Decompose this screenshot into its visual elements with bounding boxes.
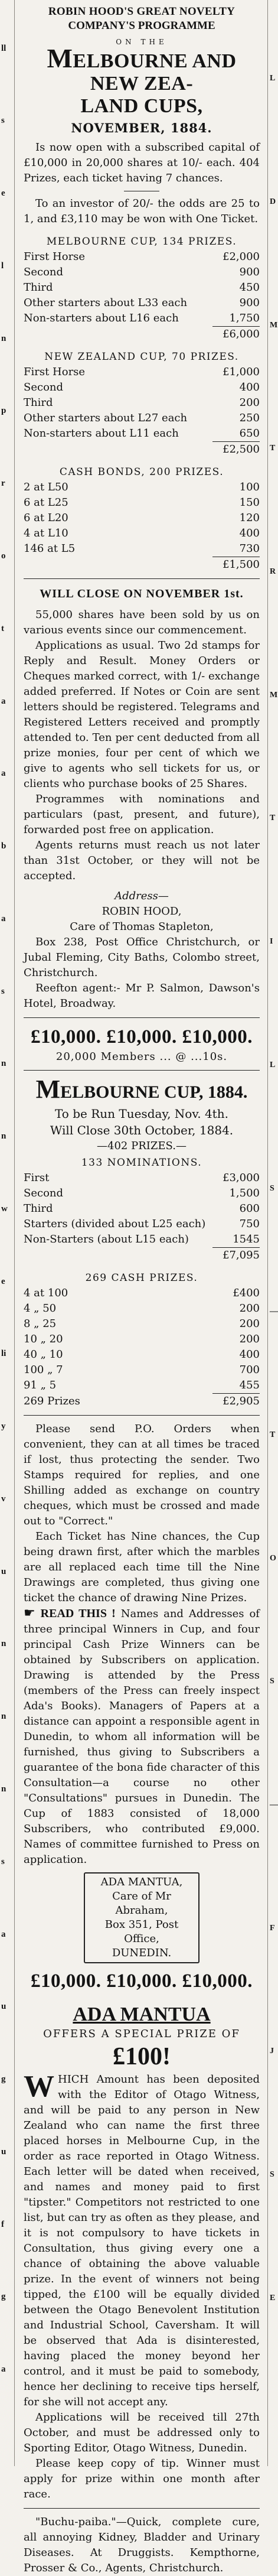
prize-row — [24, 1286, 260, 1301]
box-line: ADA MANTUA, — [100, 1876, 183, 1888]
box-line: Care of Mr Abraham, — [112, 1890, 171, 1917]
cups-title — [24, 43, 260, 118]
body-paragraph: Agents returns must reach us not later than 31st October, or they will not be accepted. — [24, 839, 260, 882]
prize-label: 10 „ 20 — [24, 1333, 63, 1345]
column-fragment-text: L — [270, 74, 276, 83]
address-details: Box 238, Post Office Christchurch, or Jubal Fleming, City Baths, Colombo street, Christchurch. — [24, 936, 260, 979]
prize-label: 8 „ 25 — [24, 1318, 57, 1330]
column-fragment-text: ll — [1, 44, 6, 53]
prize-value: 400 — [239, 381, 260, 393]
column-fragment-text: a — [1, 914, 6, 923]
run-date: To be Run Tuesday, Nov. 4th. — [55, 1107, 228, 1121]
melbourne-cup-initial: M — [35, 1075, 61, 1104]
column-fragment-text: g — [1, 2074, 6, 2084]
prize-label: First Horse — [24, 366, 86, 378]
prize-value: 100 — [239, 481, 260, 493]
address-box — [84, 1872, 199, 1963]
prize-value: 150 — [239, 496, 260, 509]
title-initial: M — [47, 43, 73, 73]
column-fragment-text: r — [1, 479, 5, 488]
prize-label: Other starters about L33 each — [24, 297, 188, 309]
prize-value: 600 — [239, 1202, 260, 1215]
cash-prizes-heading: 269 CASH PRIZES. — [85, 1272, 198, 1284]
prize-row — [24, 1217, 260, 1232]
header-line-2: COMPANY'S PROGRAMME — [68, 19, 215, 32]
cash-prize-table — [24, 1286, 260, 1393]
column-fragment-text: R — [270, 567, 276, 576]
column-fragment-text: w — [1, 1204, 8, 1214]
right-column-fragment — [267, 0, 277, 2466]
column-fragment-text: J — [270, 2047, 274, 2055]
column-fragment-text: l — [1, 261, 4, 271]
address-label-text: Address— — [115, 890, 169, 902]
prize-description-text: HICH Amount has been deposited with the Editor of Otago Witness, and will be paid to any person in New Zealand who can name the first three placed horses in Melbourne Cup, in the order as race reported in Otago Witness. Each letter will be dated when received, and names and money paid to first "tipster." Competitors not restricted to one list, but can try as often as they please, and it is not compulsory to have tickets in Consultation, thus giving every one a chance of obtaining the above valuable prize. In the event of winners not being tipped, the £100 will be equally divided between the Otago Benevolent Institution and Industrial School, Caversham. It will be observed that Ada is disinterested, having placed the money beyond her control, and it must be paid to somebody, hence her declining to receive tips herself, for she will not accept any. — [24, 2073, 260, 2408]
ten-thousand-banner: £10,000. £10,000. £10,000. — [31, 1970, 253, 1992]
nz-prizes-heading: NEW ZEALAND CUP, 70 PRIZES. — [44, 351, 239, 363]
column-fragment-text: M — [270, 691, 278, 700]
box-line: DUNEDIN. — [112, 1947, 172, 1959]
title-line-2: LAND CUPS, — [80, 95, 203, 117]
prize-row — [24, 265, 260, 280]
column-fragment-text: s — [1, 987, 5, 996]
prize-label: 6 at L25 — [24, 496, 68, 509]
prize-row — [24, 426, 260, 441]
prize-value: £3,000 — [223, 1172, 260, 1184]
prize-value: 1545 — [233, 1233, 260, 1245]
nz-prize-table — [24, 365, 260, 441]
nominations-heading: 133 NOMINATIONS. — [81, 1157, 202, 1169]
prize-row — [24, 1332, 260, 1347]
prize-row — [24, 1378, 260, 1393]
body-paragraph: 55,000 shares have been sold by us on various events since our commencement. — [24, 609, 260, 636]
column-fragment-text: T — [270, 1430, 276, 1439]
nz-total — [24, 442, 260, 457]
nomination-total-value: £7,095 — [223, 1249, 260, 1261]
prize-value: 200 — [239, 396, 260, 409]
prize-value: £1,000 — [223, 366, 260, 378]
prize-row — [24, 411, 260, 426]
column-fragment-text: S — [270, 1677, 274, 1686]
intro-paragraph: Is now open with a subscribed capital of £10,000 in 20,000 shares at 10/- each. 404 Prizes, each ticket having 7 chances. — [24, 141, 260, 184]
body-paragraph: Please send P.O. Orders when convenient, they can at all times be traced if lost, thus protecting the sender. Two Stamps required for replies, and one Shilling added as exchange on country cheques, which must be crossed and made out to "Correct." — [24, 1423, 260, 1527]
prize-label: 4 at 100 — [24, 1287, 68, 1299]
prize-label: 40 „ 10 — [24, 1348, 63, 1361]
prize-value: 650 — [239, 427, 260, 440]
prize-label: Non-Starters (about L15 each) — [24, 1233, 189, 1245]
nz-total-value: £2,500 — [223, 443, 260, 456]
close-date: Will Close 30th October, 1884. — [50, 1123, 234, 1137]
divider — [24, 1017, 260, 1018]
investor-paragraph: To an investor of 20/- the odds are 25 to 1, and £3,110 may be won with One Ticket. — [24, 197, 260, 225]
prize-label: 91 „ 5 — [24, 1379, 57, 1391]
prize-value: 1,500 — [229, 1187, 260, 1199]
prize-label: Second — [24, 381, 64, 393]
column-fragment-text: n — [1, 1639, 6, 1648]
divider — [24, 578, 260, 579]
prize-row — [24, 1347, 260, 1362]
cash-prize-total — [24, 1394, 260, 1409]
prize-label: Other starters about L27 each — [24, 412, 188, 424]
prize-value: 400 — [239, 1348, 260, 1361]
prize-row — [24, 1232, 260, 1247]
melbourne-cup-title-rest: ELBOURNE CUP, 1884. — [60, 1082, 248, 1102]
prize-value: 120 — [239, 512, 260, 524]
prize-value: £2,000 — [223, 251, 260, 263]
cash-prize-total-value: £2,905 — [223, 1395, 260, 1407]
nomination-total — [24, 1248, 260, 1263]
prize-row — [24, 280, 260, 295]
prizes-count: —402 PRIZES.— — [97, 1140, 187, 1152]
prize-row — [24, 480, 260, 495]
please-paragraph: Please keep copy of tip. Winner must apply for prize within one month after race. — [24, 2457, 260, 2500]
column-fragment-text: n — [1, 1712, 6, 1721]
prize-value: 900 — [239, 266, 260, 278]
column-fragment-text: n — [1, 334, 6, 343]
column-fragment-text: s — [1, 1857, 5, 1866]
column-fragment-text: I — [270, 937, 273, 946]
prize-row — [24, 510, 260, 526]
read-this-paragraph — [24, 1606, 260, 1868]
column-fragment-text: n — [1, 1059, 6, 1068]
prize-row — [24, 495, 260, 510]
prize-row — [24, 1186, 260, 1201]
prize-label: 4 at L10 — [24, 527, 68, 539]
melbourne-total-value: £6,000 — [223, 328, 260, 340]
melbourne-cup-title — [24, 1076, 260, 1105]
pointing-hand-icon: ☛ — [24, 1606, 35, 1621]
column-fragment-text: u — [1, 2002, 6, 2011]
header-line-1: ROBIN HOOD'S GREAT NOVELTY — [48, 5, 236, 18]
cash-bonds-total — [24, 557, 260, 573]
column-fragment-text: L — [270, 1061, 276, 1069]
column-fragment-text: F — [270, 1924, 275, 1933]
prize-label: 6 at L20 — [24, 512, 68, 524]
drop-cap: W — [24, 2070, 54, 2103]
column-fragment-text: T — [270, 814, 276, 822]
prize-value: 400 — [239, 527, 260, 539]
column-fragment-text: D — [270, 197, 276, 206]
prize-label: Second — [24, 1187, 64, 1199]
prize-row — [24, 295, 260, 311]
prize-label: First Horse — [24, 251, 86, 263]
column-fragment-text: b — [1, 841, 6, 851]
column-fragment-text: n — [1, 1131, 6, 1141]
members-line: 20,000 Members ... @ ...10s. — [55, 1050, 228, 1063]
column-fragment-text: v — [1, 1494, 6, 1504]
column-fragment-text: M — [270, 321, 278, 330]
prize-row — [24, 365, 260, 380]
prize-value: 200 — [239, 1302, 260, 1315]
read-this-text: Names and Addresses of three principal Winners in Cup, and four principal Cash Prize Winners can be obtained by Subscribers on application. Drawing is attended by the Press (members of the Press can freely inspect Ada's Books). Managers of Papers at a distance can appoint a responsible agent in Dunedin, to whom all information will be furnished, thus giving to Subscribers a guarantee of the bona fide character of this Consultation—a course no other "Consultations" pursues in Dunedin. The Cup of 1883 consisted of 18,000 Subscribers, who contributed £9,000. Names of committee furnished to Press on application. — [24, 1608, 260, 1866]
divider — [24, 1070, 260, 1071]
address-care: Care of Thomas Stapleton, — [70, 921, 214, 933]
column-fragment-text: p — [1, 406, 6, 415]
prize-value: 200 — [239, 1318, 260, 1330]
prize-label: Non-starters about L16 each — [24, 312, 179, 324]
column-fragment-text: s — [1, 116, 5, 125]
column-fragment-text: e — [1, 1277, 5, 1286]
prize-value: 1,750 — [229, 312, 260, 324]
column-fragment-text: t — [1, 624, 4, 633]
column-fragment-text: a — [1, 2364, 6, 2374]
advertisement-column — [24, 5, 260, 2576]
column-fragment-text: a — [1, 697, 6, 706]
column-fragment-text: E — [270, 2294, 276, 2302]
body-paragraph: Applications as usual. Two 2d stamps for Reply and Result. Money Orders or Cheques marked correct, with 1/- exchange added preferred. If Notes or Coin are sent letters should be registered. Telegrams and Registered Letters received and promptly attended to. Ten per cent deducted from all prize monies, four per cent of which we give to agents who sell tickets for us, or clients who purchase books of 25 Shares. — [24, 639, 260, 790]
prize-value: 730 — [239, 542, 260, 555]
prize-label: Third — [24, 281, 53, 294]
column-fragment-text: y — [1, 1422, 6, 1431]
column-fragment-text: O — [270, 1554, 276, 1563]
prize-value: £400 — [233, 1287, 260, 1299]
cash-bonds-heading: CASH BONDS, 200 PRIZES. — [59, 466, 224, 478]
prize-row — [24, 249, 260, 265]
column-fragment-text: u — [1, 1567, 6, 1576]
title-line-1: ELBOURNE AND NEW ZEA- — [73, 50, 237, 95]
prize-row — [24, 1170, 260, 1186]
prize-description — [24, 2072, 260, 2410]
prize-label: Second — [24, 266, 64, 278]
reefton-agent: Reefton agent:- Mr P. Salmon, Dawson's Hotel, Broadway. — [24, 982, 260, 1010]
prize-label: Third — [24, 396, 53, 409]
nomination-prize-table — [24, 1170, 260, 1247]
cash-bonds-total-value: £1,500 — [223, 558, 260, 571]
box-line: Box 351, Post Office, — [104, 1918, 179, 1945]
column-fragment-text: a — [1, 1930, 6, 1939]
body-paragraph: Programmes with nominations and particulars (past, present, and future), forwarded post free on application. — [24, 793, 260, 836]
applications-paragraph: Applications will be received till 27th October, and must be addressed only to Sporting Editor, Otago Witness, Dunedin. — [24, 2411, 260, 2454]
melbourne-prize-table — [24, 249, 260, 326]
address-name: ROBIN HOOD, — [102, 905, 182, 918]
column-fragment-text: li — [1, 1349, 6, 1358]
prize-row — [24, 541, 260, 557]
prize-value: 750 — [239, 1218, 260, 1230]
prize-row — [24, 1362, 260, 1378]
prize-label: Non-starters about L11 each — [24, 427, 179, 440]
special-prize-line: OFFERS A SPECIAL PRIZE OF — [43, 2028, 240, 2040]
prize-row — [24, 380, 260, 395]
cash-prize-count: 269 Prizes — [24, 1395, 80, 1407]
hundred-pound-prize: £100! — [113, 2043, 171, 2070]
prize-value: 700 — [239, 1364, 260, 1376]
column-fragment-text: e — [1, 188, 5, 198]
prize-row — [24, 1316, 260, 1332]
on-the-label: ON THE — [116, 38, 168, 46]
column-fragment-text: a — [1, 769, 6, 778]
prize-label: First — [24, 1172, 50, 1184]
prize-row — [24, 311, 260, 326]
melbourne-prizes-heading: MELBOURNE CUP, 134 PRIZES. — [46, 236, 237, 248]
prize-value: 450 — [239, 281, 260, 294]
address-label — [24, 889, 260, 904]
read-this-label: READ THIS ! — [40, 1607, 116, 1620]
prize-label: 4 „ 50 — [24, 1302, 57, 1315]
will-close-notice: WILL CLOSE ON NOVEMBER 1st. — [40, 587, 244, 600]
cash-bonds-table — [24, 480, 260, 557]
column-fragment-text: T — [270, 444, 276, 453]
melbourne-total — [24, 327, 260, 342]
prize-row — [24, 1201, 260, 1217]
prize-label: 2 at L50 — [24, 481, 68, 493]
column-fragment-text: o — [1, 551, 6, 561]
prize-label: Third — [24, 1202, 53, 1215]
column-fragment-text: g — [1, 2292, 6, 2301]
prize-value: 455 — [239, 1379, 260, 1391]
column-fragment-text: n — [1, 1784, 6, 1794]
prize-value: 900 — [239, 297, 260, 309]
left-column-fragment — [0, 0, 15, 2466]
programme-date: NOVEMBER, 1884. — [71, 121, 212, 135]
buchu-paiba-ad: "Buchu-paiba."—Quick, complete cure, all annoying Kidney, Bladder and Urinary Diseases. At Druggists. Kempthorne, Prosser & Co., Agents, Christchurch. — [24, 2516, 260, 2574]
prize-label: 146 at L5 — [24, 542, 76, 555]
prize-value: 250 — [239, 412, 260, 424]
column-fragment-text: u — [1, 2147, 6, 2157]
column-fragment-text: f — [1, 2220, 4, 2229]
prize-label: 100 „ 7 — [24, 1364, 63, 1376]
column-fragment-text: — — [270, 1307, 278, 1316]
column-fragment-text: S — [270, 1184, 274, 1193]
prize-value: 200 — [239, 1333, 260, 1345]
prize-row — [24, 1301, 260, 1316]
ada-mantua-title: ADA MANTUA — [73, 2003, 211, 2025]
prize-row — [24, 526, 260, 541]
prize-label: Starters (divided about L25 each) — [24, 1218, 206, 1230]
prize-row — [24, 395, 260, 411]
column-fragment-text: S — [270, 2170, 274, 2179]
divider — [24, 1415, 260, 1416]
divider — [24, 2508, 260, 2509]
ten-thousand-banner: £10,000. £10,000. £10,000. — [31, 1026, 253, 1048]
body-paragraph: Each Ticket has Nine chances, the Cup being drawn first, after which the marbles are all replaced each time till the Nine Drawings are completed, thus giving one ticket the chance of drawing Nine Prizes. — [24, 1530, 260, 1604]
column-fragment-text: — — [270, 1800, 278, 1809]
